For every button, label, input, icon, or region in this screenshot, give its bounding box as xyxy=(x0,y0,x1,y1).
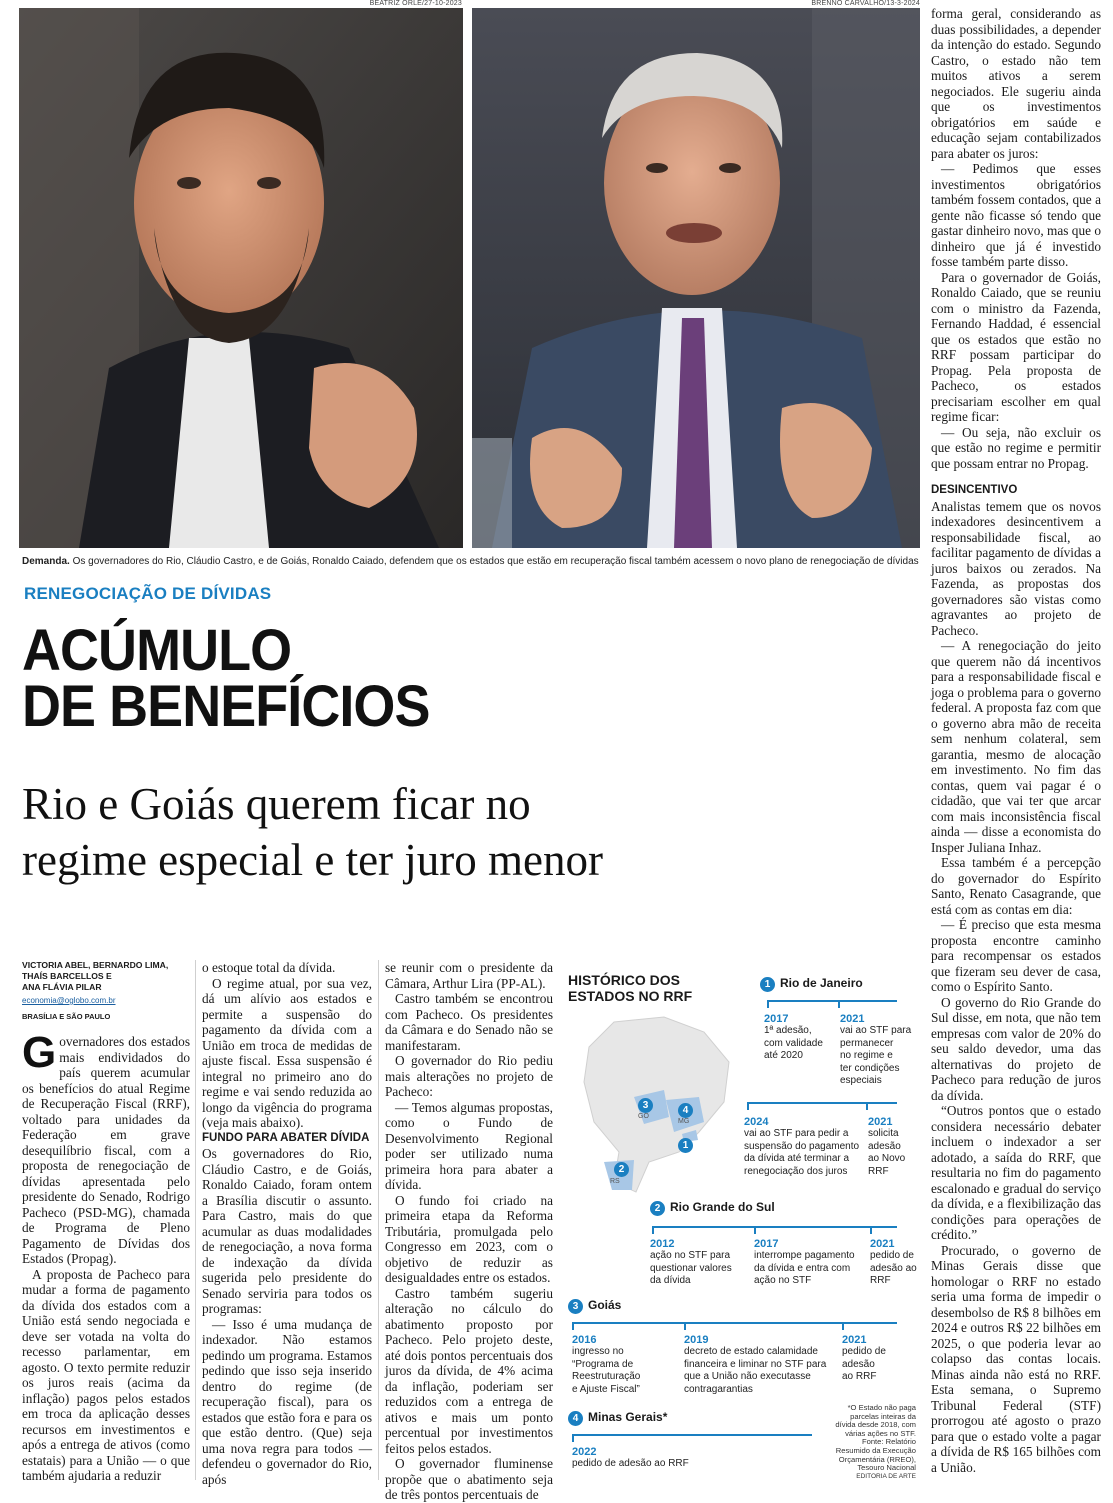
event-text: ingresso no “Programa de Reestruturação e Ajuste Fiscal” xyxy=(572,1346,641,1395)
caption-lead: Demanda. xyxy=(22,556,70,567)
brazil-map xyxy=(574,1012,734,1202)
paragraph: — É preciso que esta mesma proposta encontre caminho para recompensar os estados que fizeram seu dever de casa, como o Espírito Santo. xyxy=(931,917,1101,994)
event-text: pedido de adesão ao RRF xyxy=(870,1250,917,1286)
timeline-event xyxy=(572,1334,682,1396)
photo-credit-left: BEATRIZ ORLE/27-10-2023 xyxy=(369,0,462,7)
timeline-event xyxy=(650,1238,750,1288)
infographic-title xyxy=(568,972,692,1004)
kicker: RENEGOCIAÇÃO DE DÍVIDAS xyxy=(24,584,272,603)
paragraph: Procurado, o governo de Minas Gerais disse que homologar o RRF no estado seria uma forma de impedir o desembolso de R$ 8 bilhões em 2024 e outros R$ 22 bilhões em 2025, o que poderia levar ao colapso das contas locais. Minas ainda não está no RRF. Esta semana, o Supremo Tribunal Federal (STF) prorrogou até agosto o prazo para que o estado volte a pagar a dívida de R$ 165 bilhões com a União. xyxy=(931,1242,1101,1475)
subhead xyxy=(22,776,822,888)
event-year: 2022 xyxy=(572,1446,597,1458)
timeline-event xyxy=(870,1238,922,1288)
map-marker-2: 2 xyxy=(614,1162,629,1177)
event-year: 2021 xyxy=(842,1334,867,1346)
timeline-tick xyxy=(838,1000,840,1008)
timeline-tick xyxy=(767,1000,769,1008)
timeline-tick xyxy=(870,1226,872,1234)
timeline-tick xyxy=(842,1322,844,1330)
infographic-title-line-2: ESTADOS NO RRF xyxy=(568,988,693,1004)
event-year: 2012 xyxy=(650,1238,675,1250)
state-number-badge: 2 xyxy=(650,1201,665,1216)
paragraph: se reunir com o presidente da Câmara, Arthur Lira (PP-AL). xyxy=(385,960,553,991)
map-marker-3: 3 xyxy=(638,1098,653,1113)
column-divider xyxy=(378,960,379,1480)
paragraph: O governador do Rio pediu mais alterações no projeto de Pacheco: xyxy=(385,1053,553,1099)
map-label-mg: MG xyxy=(678,1118,690,1125)
timeline-event xyxy=(842,1334,912,1384)
paragraph: — Temos algumas propostas, como o Fundo de Desenvolvimento Regional poder ser utilizado numa primeira hora para abater a dívida. xyxy=(385,1099,553,1192)
map-label-go: GO xyxy=(638,1113,649,1120)
event-text: pedido de adesão ao RRF xyxy=(842,1346,886,1382)
timeline-event xyxy=(744,1116,864,1178)
event-text: ação no STF para questionar valores da dívida xyxy=(650,1250,732,1286)
paragraph: — Pedimos que esses investimentos obrigatórios também fossem contados, que a gente não ficasse só tendo que gastar dinheiro novo, mas que o dinheiro que já é investido fosse também parte disso. xyxy=(931,161,1101,269)
dateline-place: BRASÍLIA E SÃO PAULO xyxy=(22,1011,111,1021)
paragraph: — Isso é uma mudança de indexador. Não estamos pedindo um programa. Estamos pedindo que isso seja inserido dentro do regime (de recuperação fiscal), para os estados que estão fora e para os que estão dentro. (Que) seja uma nova regra para todos — defendeu o governador do Rio, após xyxy=(202,1316,372,1487)
section-heading: FUNDO PARA ABATER DÍVIDA xyxy=(202,1131,370,1144)
event-year: 2021 xyxy=(868,1116,893,1128)
photo-caption xyxy=(22,556,922,567)
paragraph: O governador fluminense propõe que o abatimento seja de três pontos percentuais de xyxy=(385,1456,553,1502)
event-year: 2017 xyxy=(754,1238,779,1250)
photo-governor-goias xyxy=(472,8,920,548)
timeline-tick xyxy=(684,1322,686,1330)
paragraph: — Ou seja, não excluir os que estão no regime e permitir que possam entrar no Propag. xyxy=(931,424,1101,471)
timeline-event xyxy=(764,1013,834,1063)
state-heading-mg xyxy=(568,1410,667,1426)
timeline-event xyxy=(572,1446,772,1471)
timeline-tick xyxy=(652,1226,654,1234)
photo-credit-right: BRENNO CARVALHO/13-3-2024 xyxy=(811,0,920,7)
paragraph: Os governadores do Rio, Cláudio Castro, e de Goiás, Ronaldo Caiado, foram ontem a Brasília discutir o assunto. Para Castro, mais do que acumular as duas modalidades de renegociação, a nova forma de indexação da dívida sugerida pelo presidente do Senado serviria para todos os programas: xyxy=(202,1146,372,1316)
map-label-rs: RS xyxy=(610,1178,620,1185)
event-year: 2019 xyxy=(684,1334,709,1346)
author-email-link[interactable]: economia@oglobo.com.br xyxy=(22,996,116,1005)
subhead-line-1: Rio e Goiás querem ficar no xyxy=(22,779,531,829)
headline-line-2: DE BENEFÍCIOS xyxy=(22,674,430,739)
timeline-tick xyxy=(572,1434,574,1442)
event-year: 2024 xyxy=(744,1116,769,1128)
state-number-badge: 3 xyxy=(568,1299,583,1314)
timeline-line-rs xyxy=(652,1226,897,1228)
article-column-4 xyxy=(931,6,1101,1475)
drop-cap: G xyxy=(22,1028,57,1077)
state-number-badge: 4 xyxy=(568,1411,583,1426)
map-marker-1: 1 xyxy=(678,1138,693,1153)
event-text: vai ao STF para permanecer no regime e ter condições especiais xyxy=(840,1025,912,1086)
timeline-event xyxy=(684,1334,840,1396)
infographic-title-line-1: HISTÓRICO DOS xyxy=(568,972,681,988)
timeline-event xyxy=(868,1116,918,1178)
paragraph: O governo do Rio Grande do Sul disse, em nota, que não tem empresas com valor de 20% do seu saldo devedor, uma das alternativas do projeto de Pacheco para redução de juros da dívida. xyxy=(931,994,1101,1103)
paragraph: O fundo foi criado na primeira etapa da Reforma Tributária, promulgada pelo Congresso em 2023, com o objetivo de reduzir as desigualdades entre os estados. xyxy=(385,1192,553,1285)
event-text: 1ª adesão, com validade até 2020 xyxy=(764,1025,823,1061)
paragraph: forma geral, considerando as duas possibilidades, a depender da intenção do estado. Segundo Castro, o estado não tem muitos ativos a serem negociados. Ele sugeriu ainda que os investimentos obrigatórios em saúde e educação sejam contabilizados para abater os juros: xyxy=(931,6,1101,161)
state-heading-go xyxy=(568,1298,621,1314)
section-heading: DESINCENTIVO xyxy=(931,484,1018,496)
article-column-2 xyxy=(202,960,372,1487)
byline-line-3: ANA FLÁVIA PILAR xyxy=(22,982,102,992)
paragraph: “Outros pontos que o estado considera necessário debater incluem o indexador a ser adotado, a saída do RRF, que resultaria no fim do pagamento escalonado e gradual do serviço da dívida, e a flexibilização das condições para operações de crédito.” xyxy=(931,1103,1101,1242)
infographic-source-note: *O Estado não paga parcelas inteiras da dívida desde 2018, com várias ações no STF. Fonte: Relatório Resumido da Execução Orçamentária (RREO), Tesouro Nacional EDITORIA DE ARTE xyxy=(812,1404,916,1481)
photo-governor-rio xyxy=(19,8,463,548)
headline xyxy=(22,618,580,739)
column-divider xyxy=(195,960,196,1480)
paragraph: — A renegociação do jeito que querem não dá incentivos para a responsabilidade fiscal e joga o problema para o governo federal. A proposta faz com que o governo abra mão de receita sem nenhum colateral, sem garantia, mesmo de alocação em investimento. No fim das contas, quem vai pagar é o cidadão, que vai ter que arcar com mais inconsistência fiscal ainda — disse a economista do Insper Juliana Inhaz. xyxy=(931,638,1101,855)
timeline-line-rj xyxy=(767,1000,897,1002)
infographic-rrf-history xyxy=(562,960,922,1490)
event-text: pedido de adesão ao RRF xyxy=(572,1458,689,1469)
event-text: decreto de estado calamidade financeira e liminar no STF para que a União não executasse contragarantias xyxy=(684,1346,827,1395)
byline xyxy=(22,960,190,993)
paragraph: Analistas temem que os novos indexadores desincentivem a responsabilidade fiscal, ao facilitar pagamento de dívidas a juros baixos ou zerados. Na Fazenda, as propostas dos governadores são vistas como agravantes ao projeto de Pacheco. xyxy=(931,498,1101,638)
event-year: 2017 xyxy=(764,1013,789,1025)
timeline-event xyxy=(754,1238,866,1288)
event-text: interrompe pagamento da dívida e entra com ação no STF xyxy=(754,1250,855,1286)
timeline-tick xyxy=(572,1322,574,1330)
timeline-line-rj-2 xyxy=(747,1102,897,1104)
timeline-event xyxy=(840,1013,920,1088)
caption-text: Os governadores do Rio, Cláudio Castro, e de Goiás, Ronaldo Caiado, defendem que os estados que estão em recuperação fiscal também acessem o novo plano de renegociação de dívidas xyxy=(72,556,919,567)
event-year: 2021 xyxy=(840,1013,865,1025)
paragraph: Castro também sugeriu alteração no cálculo do abatimento proposto por Pacheco. Pelo projeto deste, até dois pontos percentuais dos juros da dívida, de 4% acima da inflação, poderiam ser reduzidos com a entrega de ativos e mais um ponto percentual por investimentos feitos pelos estados. xyxy=(385,1285,553,1456)
event-text: solicita adesão ao Novo RRF xyxy=(868,1128,906,1177)
timeline-line-mg xyxy=(572,1434,812,1436)
paragraph: A proposta de Pacheco para mudar a forma de pagamento da dívida dos estados com a União está sendo negociada e deve ser votada na volta do recesso parlamentar, em agosto. O texto permite reduzir os juros reais (acima da inflação) pagos pelos estados em troca da aplicação desses recursos em investimentos e após a entrega de ativos (como estatais) para a União — o que também ajudaria a reduzir xyxy=(22,1266,190,1483)
subhead-line-2: regime especial e ter juro menor xyxy=(22,835,603,885)
event-year: 2016 xyxy=(572,1334,597,1346)
timeline-line-go xyxy=(572,1322,897,1324)
state-heading-rj xyxy=(760,976,863,992)
byline-line-1: VICTORIA ABEL, BERNARDO LIMA, xyxy=(22,960,169,970)
paragraph: O regime atual, por sua vez, dá um alívio aos estados e permite a suspensão do pagamento da dívida com a União em troca de medidas de ajuste fiscal. Essa suspensão é integral no primeiro ano do regime e vai sendo reduzida ao longo da vigência do programa (veja mais abaixo). xyxy=(202,975,372,1130)
state-number-badge: 1 xyxy=(760,977,775,992)
infographic-credit: EDITORIA DE ARTE xyxy=(856,1472,916,1480)
state-name: Rio Grande do Sul xyxy=(670,1200,775,1214)
timeline-tick xyxy=(754,1226,756,1234)
paragraph: Essa também é a percepção do governador do Espírito Santo, Renato Casagrande, que está com as contas em dia: xyxy=(931,855,1101,917)
headline-line-1: ACÚMULO xyxy=(22,618,292,683)
paragraph: Para o governador de Goiás, Ronaldo Caiado, que se reuniu com o ministro da Fazenda, Fernando Haddad, é essencial que os estados que estão no RRF possam participar do Propag. Pela proposta de Pacheco, os estados precisariam escolher em qual regime ficar: xyxy=(931,269,1101,424)
state-name: Rio de Janeiro xyxy=(780,976,863,990)
event-year: 2021 xyxy=(870,1238,895,1250)
state-name: Goiás xyxy=(588,1298,622,1312)
paragraph: overnadores dos estados mais endividados do país querem acumular os benefícios do atual Regime de Recuperação Fiscal (RRF), voltado para unidades da Federação em grave desequilíbrio fiscal, com a proposta de renegociação de dívidas apresentada pelo presidente do Senado, Rodrigo Pacheco (PSD-MG), chamada de Programa de Pleno Pagamento de Dívidas dos Estados (Propag). xyxy=(22,1034,190,1266)
state-name: Minas Gerais* xyxy=(588,1410,668,1424)
event-text: vai ao STF para pedir a suspensão do pagamento da dívida até terminar a renegociação dos juros xyxy=(744,1128,860,1177)
article-column-3 xyxy=(385,960,553,1503)
paragraph: Castro também se encontrou com Pacheco. Os presidentes da Câmara e do Senado não se manifestaram. xyxy=(385,991,553,1053)
timeline-tick xyxy=(747,1102,749,1110)
byline-line-2: THAÍS BARCELLOS E xyxy=(22,971,112,981)
map-marker-4: 4 xyxy=(678,1103,693,1118)
state-heading-rs xyxy=(650,1200,775,1216)
article-column-1 xyxy=(22,960,190,1484)
timeline-tick xyxy=(866,1102,868,1110)
paragraph: o estoque total da dívida. xyxy=(202,960,336,975)
